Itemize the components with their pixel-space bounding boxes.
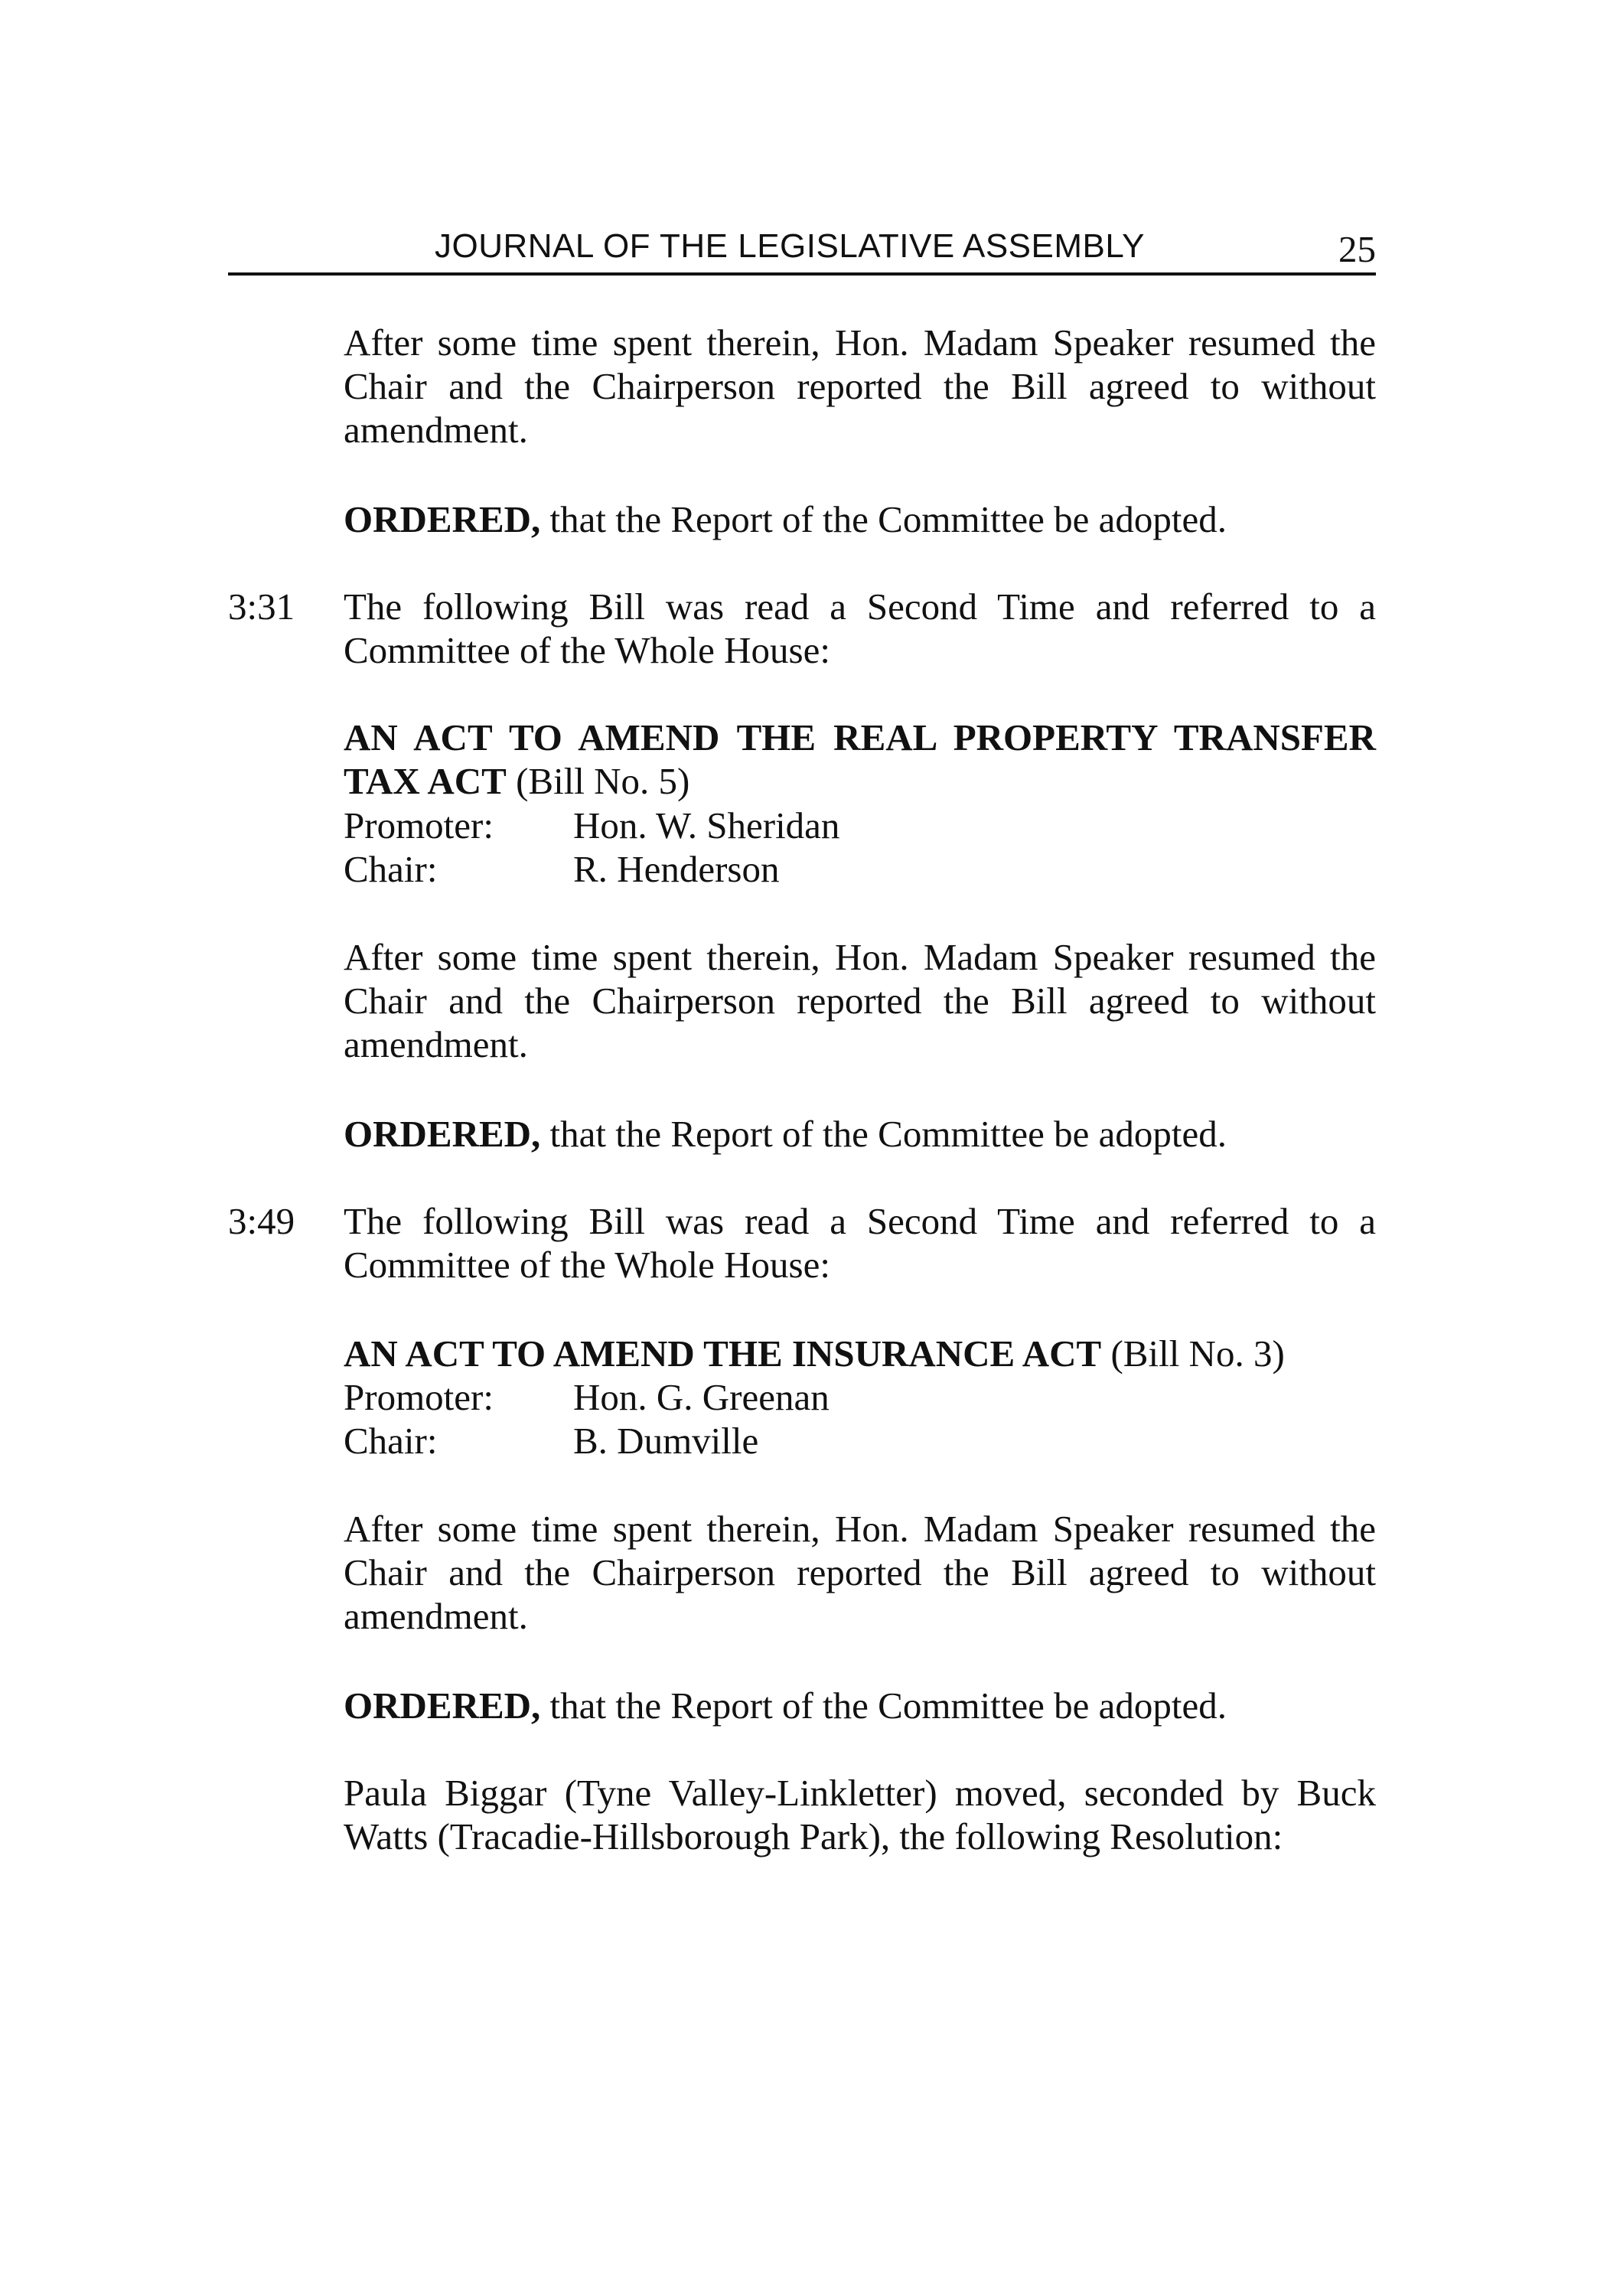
promoter-value: Hon. W. Sheridan xyxy=(573,804,840,846)
bill-intro-paragraph-1: The following Bill was read a Second Time and referred to a Committee of the Whole House: xyxy=(344,585,1376,671)
chair-value: R. Henderson xyxy=(573,848,780,890)
bill-title: AN ACT TO AMEND THE INSURANCE ACT xyxy=(344,1332,1102,1375)
bill-number: (Bill No. 5) xyxy=(506,760,690,802)
chair-row-1 xyxy=(344,847,1376,891)
chair-value: B. Dumville xyxy=(573,1420,759,1462)
ordered-text: that the Report of the Committee be adopted. xyxy=(540,498,1227,540)
ordered-paragraph-1 xyxy=(344,497,1376,541)
chair-row-2 xyxy=(344,1419,1376,1463)
bill-intro-paragraph-2: The following Bill was read a Second Time and referred to a Committee of the Whole House: xyxy=(344,1200,1376,1286)
ordered-paragraph-3 xyxy=(344,1684,1376,1727)
journal-title: JOURNAL OF THE LEGISLATIVE ASSEMBLY xyxy=(435,227,1145,265)
time-stamp-1: 3:31 xyxy=(228,585,295,628)
bill-title: AN ACT TO AMEND THE REAL PROPERTY TRANSFER TAX ACT xyxy=(344,716,1376,802)
resumed-paragraph-3: After some time spent therein, Hon. Madam Speaker resumed the Chair and the Chairperson reported the Bill agreed to without amendment. xyxy=(344,1508,1376,1637)
time-stamp-2: 3:49 xyxy=(228,1200,295,1242)
bill-number: (Bill No. 3) xyxy=(1101,1332,1285,1375)
ordered-paragraph-2 xyxy=(344,1112,1376,1156)
page-number: 25 xyxy=(1338,228,1376,270)
promoter-value: Hon. G. Greenan xyxy=(573,1376,830,1418)
ordered-text: that the Report of the Committee be adopted. xyxy=(540,1113,1227,1155)
promoter-row-1 xyxy=(344,804,1376,847)
bill-title-paragraph-2 xyxy=(344,1332,1376,1375)
bill-title-paragraph-1 xyxy=(344,716,1376,803)
ordered-text: that the Report of the Committee be adopted. xyxy=(540,1684,1227,1727)
ordered-keyword: ORDERED, xyxy=(344,1684,541,1727)
promoter-row-2 xyxy=(344,1375,1376,1419)
promoter-label: Promoter: xyxy=(344,1376,494,1418)
promoter-label: Promoter: xyxy=(344,804,494,846)
page-header xyxy=(228,223,1376,276)
ordered-keyword: ORDERED, xyxy=(344,498,541,540)
motion-paragraph: Paula Biggar (Tyne Valley-Linkletter) moved, seconded by Buck Watts (Tracadie-Hillsborough Park), the following Resolution: xyxy=(344,1772,1376,1857)
ordered-keyword: ORDERED, xyxy=(344,1113,541,1155)
resumed-paragraph-1: After some time spent therein, Hon. Madam Speaker resumed the Chair and the Chairperson reported the Bill agreed to without amendment. xyxy=(344,321,1376,451)
resumed-paragraph-2: After some time spent therein, Hon. Madam Speaker resumed the Chair and the Chairperson reported the Bill agreed to without amendment. xyxy=(344,936,1376,1065)
chair-label: Chair: xyxy=(344,1420,438,1462)
chair-label: Chair: xyxy=(344,848,438,890)
